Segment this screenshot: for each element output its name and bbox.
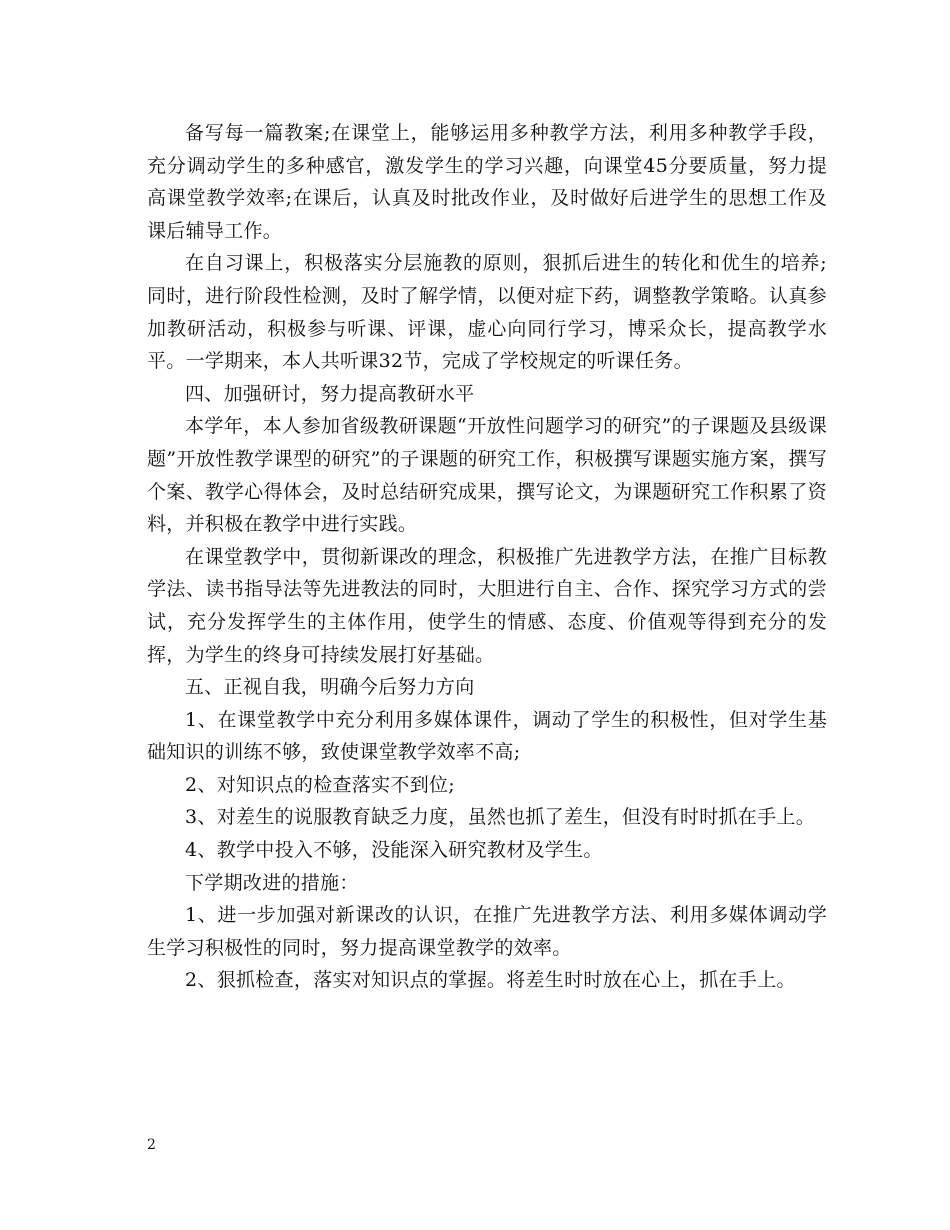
list-item-shortcoming-4: 4、教学中投入不够，没能深入研究教材及学生。 (185, 839, 603, 862)
list-item-improvement-1: 1、进一步加强对新课改的认识，在推广先进教学方法、利用多媒体调动学生学习积极性的同时，努力提高课堂教学的效率。 (147, 904, 827, 959)
list-item-shortcoming-1: 1、在课堂教学中充分利用多媒体课件，调动了学生的积极性，但对学生基础知识的训练不够，致使课堂教学效率不高; (147, 708, 827, 764)
list-item-shortcoming-3: 3、对差生的说服教育缺乏力度，虽然也抓了差生，但没有时时抓在手上。 (185, 806, 815, 829)
paragraph-research-topics: 本学年，本人参加省级教研课题“开放性问题学习的研究”的子课题及县级课题”开放性教学课型的研究”的子课题的研究工作，积极撰写课题实施方案，撰写个案、教学心得体会，及时总结研究成果，撰写论文，为课题研究工作积累了资料，并积极在教学中进行实践。 (147, 415, 827, 536)
paragraph-lesson-preparation: 备写每一篇教案;在课堂上，能够运用多种教学方法，利用多种教学手段，充分调动学生的多种感官，激发学生的学习兴趣，向课堂45分要质量，努力提高课堂教学效率;在课后，认真及时批改作业，及时做好后进学生的思想工作及课后辅导工作。 (147, 122, 827, 242)
subheading-improvements: 下学期改进的措施： (185, 871, 359, 894)
paragraph-classroom-teaching: 在课堂教学中，贯彻新课改的理念，积极推广先进教学方法，在推广目标教学法、读书指导法等先进教法的同时，大胆进行自主、合作、探究学习方式的尝试，充分发挥学生的主体作用，使学生的情感、态度、价值观等得到充分的发挥，为学生的终身可持续发展打好基础。 (147, 545, 827, 666)
section-heading-self-review: 五、正视自我，明确今后努力方向 (185, 676, 475, 699)
page-number: 2 (147, 1137, 156, 1153)
paragraph-self-study: 在自习课上，积极落实分层施教的原则，狠抓后进生的转化和优生的培养;同时，进行阶段性检测，及时了解学情，以便对症下药，调整教学策略。认真参加教研活动，积极参与听课、评课，虚心向同行学习，博采众长，提高教学水平。一学期来，本人共听课32节，完成了学校规定的听课任务。 (147, 252, 827, 373)
body-text (147, 117, 827, 997)
section-heading-research: 四、加强研讨，努力提高教研水平 (185, 382, 475, 405)
list-item-improvement-2: 2、狠抓检查，落实对知识点的掌握。将差生时时放在心上，抓在手上。 (185, 969, 796, 992)
list-item-shortcoming-2: 2、对知识点的检查落实不到位; (185, 773, 455, 796)
